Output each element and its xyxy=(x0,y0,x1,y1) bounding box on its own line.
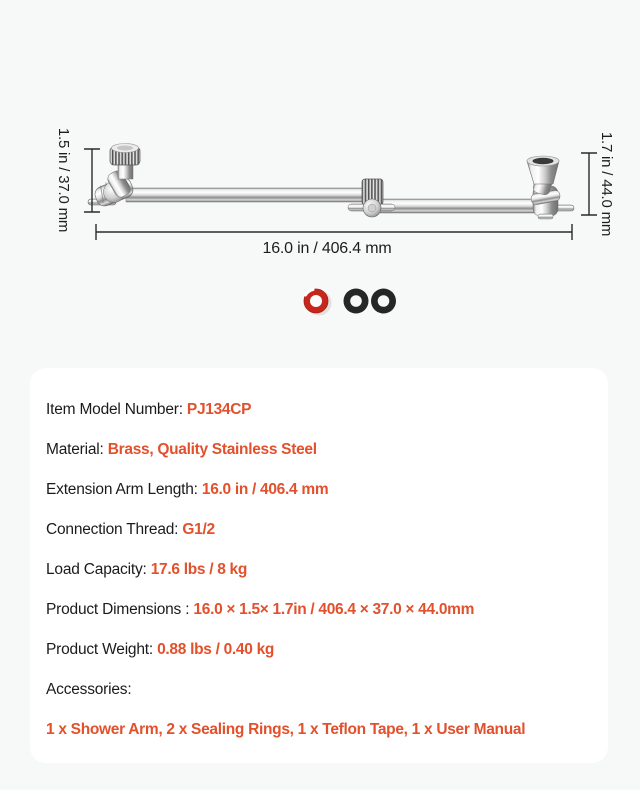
spec-row-load-capacity xyxy=(46,560,590,579)
spec-row-material xyxy=(46,440,590,459)
spec-row-model xyxy=(46,400,590,419)
spec-row-thread xyxy=(46,520,590,539)
spec-label: Material: xyxy=(46,441,108,458)
spec-value: Brass, Quality Stainless Steel xyxy=(107,441,317,458)
spec-row-arm-length xyxy=(46,480,590,499)
spec-label: Extension Arm Length: xyxy=(46,481,202,498)
sealing-ring-icon xyxy=(371,289,396,314)
dim-line-right xyxy=(581,153,597,215)
spec-label: Product Dimensions : xyxy=(46,601,194,618)
spec-row-accessories-list xyxy=(46,720,590,739)
spec-label: Item Model Number: xyxy=(46,401,187,418)
spec-value: 16.0 × 1.5× 1.7in / 406.4 × 37.0 × 44.0mm xyxy=(193,601,475,618)
spec-label: Load Capacity: xyxy=(46,561,151,578)
spec-value: G1/2 xyxy=(182,521,215,538)
shower-arm-illustration xyxy=(88,144,574,220)
sealing-ring-icon xyxy=(344,289,369,314)
teflon-tape-icon xyxy=(304,289,332,316)
spec-label: Accessories: xyxy=(46,681,132,698)
dim-right-label: 1.7 in / 44.0 mm xyxy=(598,131,615,237)
spec-row-dimensions xyxy=(46,600,590,619)
spec-value: PJ134CP xyxy=(186,401,252,418)
spec-value: 16.0 in / 406.4 mm xyxy=(201,481,329,498)
product-diagram xyxy=(0,0,640,340)
arm-tube-left xyxy=(126,188,372,202)
spec-card xyxy=(30,368,608,763)
spec-label: Connection Thread: xyxy=(46,521,183,538)
spec-value: 0.88 lbs / 0.40 kg xyxy=(157,641,275,658)
dim-left-label: 1.5 in / 37.0 mm xyxy=(55,127,72,233)
dim-bottom-label: 16.0 in / 406.4 mm xyxy=(262,240,392,257)
spec-value: 1 x Shower Arm, 2 x Sealing Rings, 1 x Teflon Tape, 1 x User Manual xyxy=(46,721,526,738)
spec-label: Product Weight: xyxy=(46,641,158,658)
spec-row-weight xyxy=(46,640,590,659)
included-accessories xyxy=(304,289,396,316)
spec-value: 17.6 lbs / 8 kg xyxy=(150,561,248,578)
spec-row-accessories-heading xyxy=(46,680,590,699)
dim-line-bottom xyxy=(96,224,572,240)
